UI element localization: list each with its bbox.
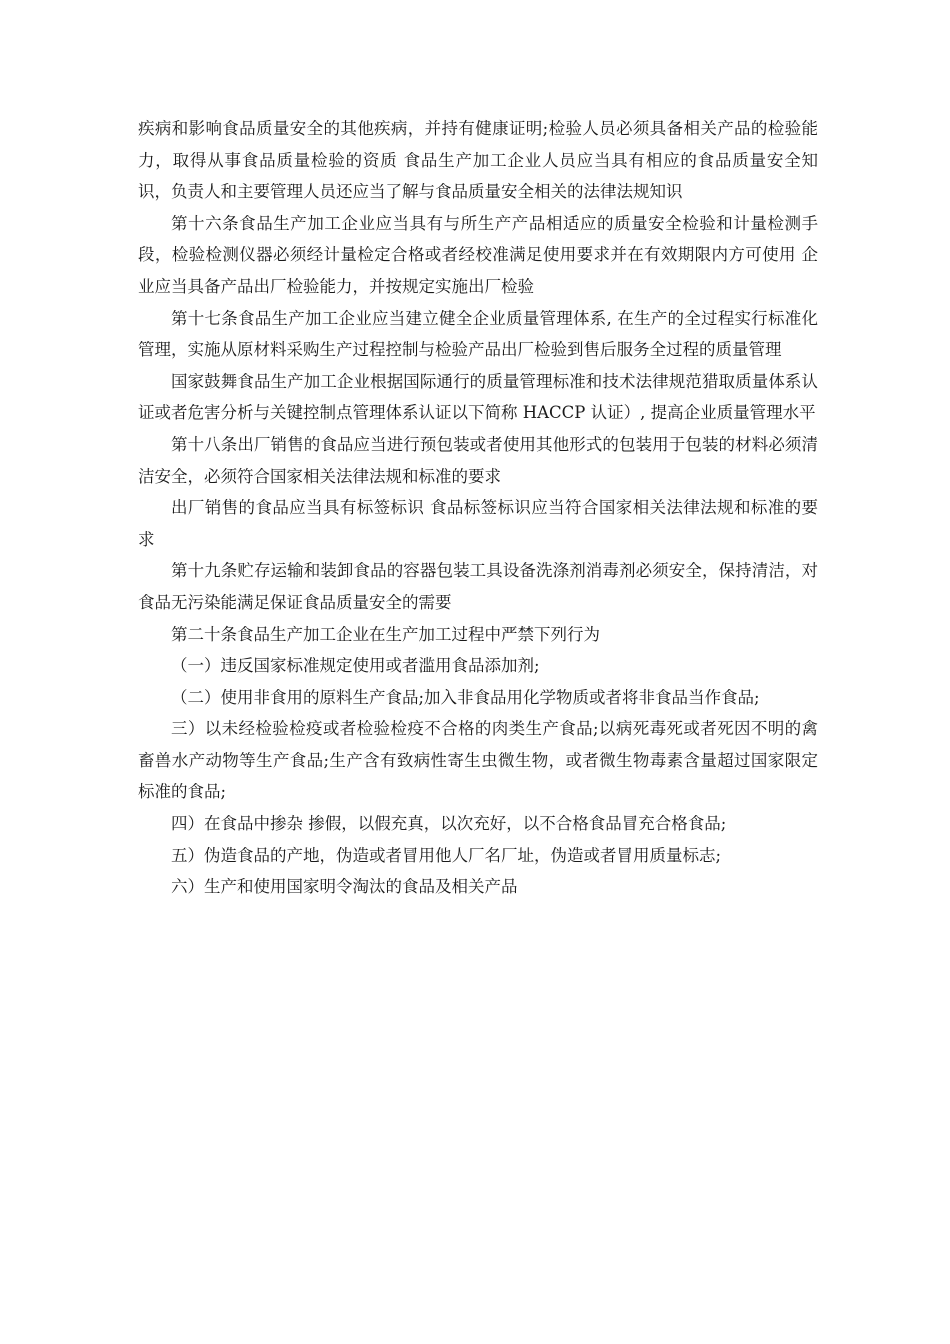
paragraph-article-16: 第十六条食品生产加工企业应当具有与所生产产品相适应的质量安全检验和计量检测手段，检验检测仪器必须经计量检定合格或者经校准满足使用要求并在有效期限内方可使用 企业应当具备产品出厂检验能力，并按规定实施出厂检验 [138,213,818,296]
list-item-4: 四）在食品中掺杂 掺假，以假充真，以次充好，以不合格食品冒充合格食品; [171,814,727,834]
list-item-3: 三）以未经检验检疫或者检验检疫不合格的肉类生产食品;以病死毒死或者死因不明的禽畜兽水产动物等生产食品;生产含有致病性寄生虫微生物，或者微生物毒素含量超过国家限定标准的食品; [138,719,818,802]
document-page [138,113,818,903]
paragraph-article-19: 第十九条贮存运输和装卸食品的容器包装工具设备洗涤剂消毒剂必须安全，保持清洁，对食品无污染能满足保证食品质量安全的需要 [138,561,818,612]
paragraph-article-17: 第十七条食品生产加工企业应当建立健全企业质量管理体系, 在生产的全过程实行标准化管理，实施从原材料采购生产过程控制与检验产品出厂检验到售后服务全过程的质量管理 [138,308,818,360]
list-item-1: （一）违反国家标准规定使用或者滥用食品添加剂; [171,656,540,676]
paragraph-1: 疾病和影响食品质量安全的其他疾病，并持有健康证明;检验人员必须具备相关产品的检验能力，取得从事食品质量检验的资质 食品生产加工企业人员应当具有相应的食品质量安全知识，负责人和主要管理人员还应当了解与食品质量安全相关的法律法规知识 [138,119,818,202]
list-item-6: 六）生产和使用国家明令淘汰的食品及相关产品 [171,877,518,897]
paragraph-article-18: 第十八条出厂销售的食品应当进行预包装或者使用其他形式的包装用于包装的材料必须清洁安全，必须符合国家相关法律法规和标准的要求 [138,434,818,486]
list-item-5: 五）伪造食品的产地，伪造或者冒用他人厂名厂址，伪造或者冒用质量标志; [171,845,722,865]
paragraph-labeling: 出厂销售的食品应当具有标签标识 食品标签标识应当符合国家相关法律法规和标准的要求 [138,498,818,549]
paragraph-article-20: 第二十条食品生产加工企业在生产加工过程中严禁下列行为 [171,624,600,644]
paragraph-haccp: 国家鼓舞食品生产加工企业根据国际通行的质量管理标准和技术法律规范猎取质量体系认证或者危害分析与关键控制点管理体系认证以下简称 HACCP 认证）, 提高企业质量管理水平 [138,371,818,423]
list-item-2: （二）使用非食用的原料生产食品;加入非食品用化学物质或者将非食品当作食品; [171,687,760,707]
